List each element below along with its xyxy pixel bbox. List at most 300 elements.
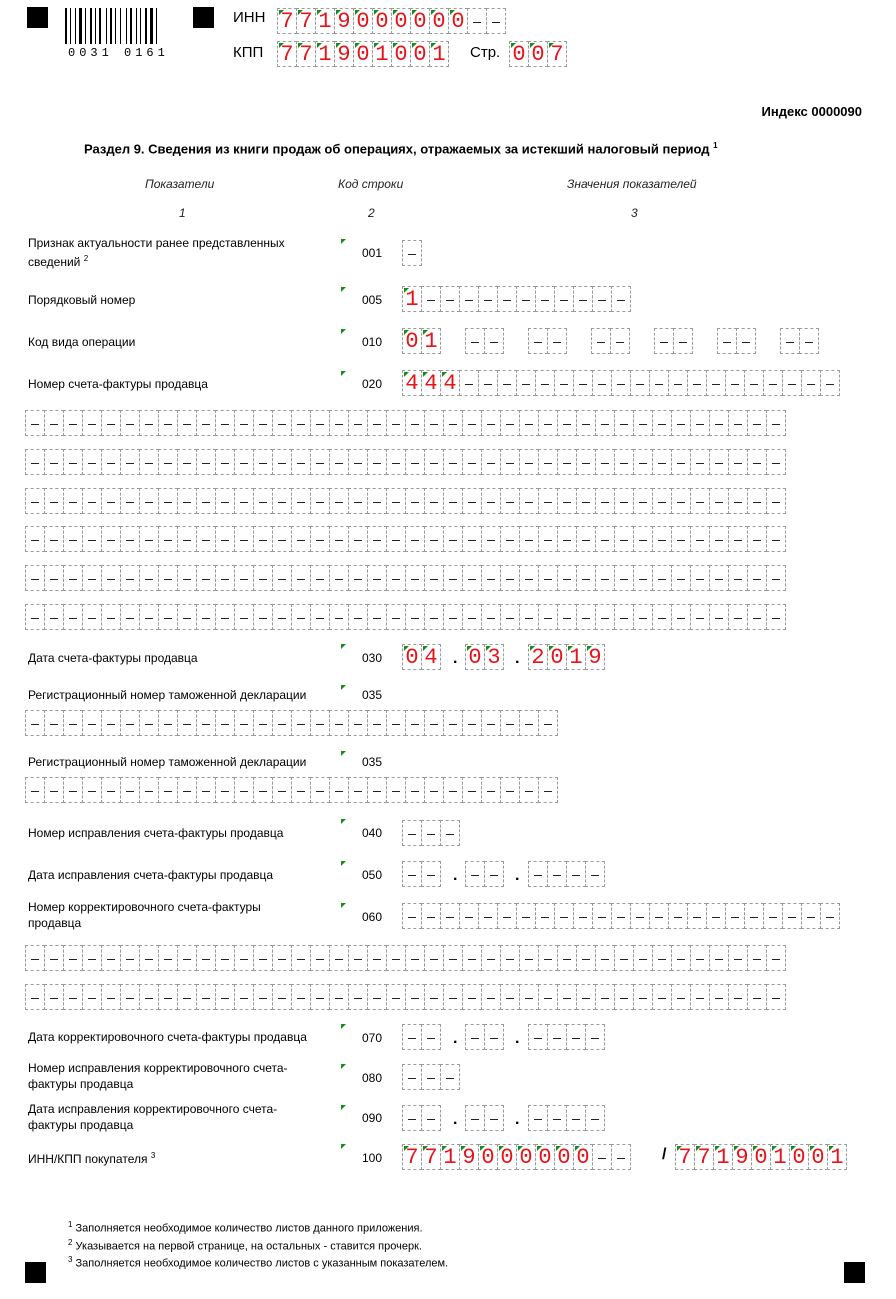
cell	[234, 945, 254, 971]
row-080-label: Номер исправления корректировочного счета-фактуры продавца	[28, 1061, 288, 1091]
cell: 7	[296, 8, 316, 34]
cell	[690, 604, 710, 630]
cell	[139, 565, 159, 591]
cell: 0	[528, 41, 548, 67]
cell	[82, 984, 102, 1010]
cell	[486, 8, 506, 34]
cell	[535, 286, 555, 312]
cell	[63, 449, 83, 475]
cell	[484, 861, 504, 887]
row-070-label: Дата корректировочного счета-фактуры продавца	[28, 1030, 307, 1044]
cell	[402, 1024, 422, 1050]
cell	[747, 945, 767, 971]
cell	[614, 565, 634, 591]
cell-group[interactable]	[781, 328, 819, 354]
cell	[386, 488, 406, 514]
cell-group[interactable]	[592, 328, 630, 354]
cell	[120, 604, 140, 630]
row-060-marker	[341, 903, 346, 908]
cell	[519, 984, 539, 1010]
cell: 7	[421, 1144, 441, 1170]
cell	[462, 984, 482, 1010]
row-030-label: Дата счета-фактуры продавца	[28, 651, 198, 665]
cell	[595, 945, 615, 971]
cell	[766, 526, 786, 552]
cell	[595, 449, 615, 475]
cell	[139, 984, 159, 1010]
cell	[595, 984, 615, 1010]
cell	[424, 488, 444, 514]
cell	[652, 984, 672, 1010]
cell	[478, 370, 498, 396]
row-030-marker	[341, 644, 346, 649]
field-040[interactable]	[403, 820, 460, 846]
corner-marker-top-left	[27, 7, 48, 28]
cell	[272, 449, 292, 475]
cell	[766, 984, 786, 1010]
cell	[421, 820, 441, 846]
cell	[500, 449, 520, 475]
cell	[538, 777, 558, 803]
cell	[367, 710, 387, 736]
cell	[139, 604, 159, 630]
cell	[652, 565, 672, 591]
section-title-footnote-mark: 1	[713, 141, 718, 150]
separator: .	[453, 650, 458, 667]
cell	[25, 565, 45, 591]
row-100-label: ИНН/КПП покупателя $^3$	[28, 1151, 156, 1166]
cell	[538, 526, 558, 552]
cell	[497, 286, 517, 312]
cell	[329, 945, 349, 971]
row-050-code: 050	[362, 868, 383, 882]
cell-group[interactable]	[26, 488, 786, 514]
cell	[497, 903, 517, 929]
cell	[440, 286, 460, 312]
cell	[158, 449, 178, 475]
footnote-1: $^1$ Заполняется необходимое количество листов данного приложения.	[68, 1220, 423, 1235]
cell: 2	[528, 644, 548, 670]
cell	[405, 449, 425, 475]
cell	[728, 984, 748, 1010]
cell	[633, 565, 653, 591]
cell	[481, 604, 501, 630]
cell	[291, 984, 311, 1010]
cell	[386, 710, 406, 736]
cell	[424, 410, 444, 436]
cell	[443, 488, 463, 514]
cell	[367, 565, 387, 591]
cell-group[interactable]	[466, 328, 504, 354]
cell	[215, 488, 235, 514]
row-050-label: Дата исправления счета-фактуры продавца	[28, 868, 274, 882]
cell	[687, 903, 707, 929]
cell: 1	[315, 41, 335, 67]
cell	[386, 449, 406, 475]
kpp-field[interactable]	[278, 41, 449, 67]
cell	[291, 449, 311, 475]
cell-group[interactable]	[529, 1105, 605, 1131]
field-010[interactable]	[403, 328, 441, 354]
cell	[614, 488, 634, 514]
cell: 0	[391, 8, 411, 34]
field-035b[interactable]	[26, 777, 558, 803]
field-005[interactable]	[403, 286, 631, 312]
cell: 4	[421, 370, 441, 396]
cell	[728, 449, 748, 475]
cell	[535, 903, 555, 929]
cell	[253, 526, 273, 552]
cell	[310, 526, 330, 552]
cell-group[interactable]	[718, 328, 756, 354]
cell	[348, 604, 368, 630]
cell	[44, 945, 64, 971]
cell: 1	[429, 41, 449, 67]
cell	[763, 370, 783, 396]
cell	[234, 565, 254, 591]
cell	[500, 710, 520, 736]
cell	[405, 488, 425, 514]
row-035a-label: Регистрационный номер таможенной декларации	[28, 688, 307, 702]
cell	[462, 526, 482, 552]
row-040-marker	[341, 819, 346, 824]
cell	[272, 488, 292, 514]
cell-group[interactable]	[529, 861, 605, 887]
cell	[557, 410, 577, 436]
cell	[516, 286, 536, 312]
cell	[421, 1064, 441, 1090]
cell	[329, 410, 349, 436]
cell	[177, 410, 197, 436]
cell-group[interactable]	[655, 328, 693, 354]
cell	[329, 565, 349, 591]
cell	[421, 861, 441, 887]
cell	[614, 984, 634, 1010]
inn-field[interactable]	[278, 8, 506, 34]
cell	[481, 710, 501, 736]
cell	[595, 526, 615, 552]
cell	[633, 945, 653, 971]
cell-group[interactable]	[26, 449, 786, 475]
cell	[272, 777, 292, 803]
cell	[234, 449, 254, 475]
cell-group[interactable]	[26, 565, 786, 591]
cell	[139, 410, 159, 436]
cell	[614, 945, 634, 971]
cell	[547, 328, 567, 354]
cell	[291, 710, 311, 736]
cell	[671, 984, 691, 1010]
cell-group[interactable]	[529, 644, 605, 670]
cell	[82, 488, 102, 514]
cell	[690, 488, 710, 514]
cell	[519, 488, 539, 514]
cell	[215, 777, 235, 803]
cell	[566, 1024, 586, 1050]
cell	[484, 1105, 504, 1131]
cell	[585, 1024, 605, 1050]
cell	[25, 449, 45, 475]
cell	[386, 945, 406, 971]
cell	[310, 488, 330, 514]
cell	[120, 710, 140, 736]
cell	[538, 488, 558, 514]
cell	[443, 526, 463, 552]
cell	[120, 984, 140, 1010]
cell	[386, 526, 406, 552]
cell-group[interactable]	[403, 861, 441, 887]
cell	[633, 488, 653, 514]
cell	[63, 777, 83, 803]
cell	[481, 449, 501, 475]
cell	[44, 777, 64, 803]
cell	[348, 410, 368, 436]
cell	[25, 526, 45, 552]
field-035a[interactable]	[26, 710, 558, 736]
cell	[82, 410, 102, 436]
row-001-label: Признак актуальности ранее представленных сведений $^2$	[28, 236, 285, 269]
cell: 9	[459, 1144, 479, 1170]
cell	[139, 526, 159, 552]
cell	[538, 710, 558, 736]
cell	[576, 488, 596, 514]
cell	[405, 984, 425, 1010]
cell: 0	[410, 8, 430, 34]
cell-group[interactable]	[466, 1024, 504, 1050]
cell	[576, 449, 596, 475]
cell	[215, 565, 235, 591]
cell-group[interactable]	[466, 861, 504, 887]
cell	[528, 1105, 548, 1131]
cell	[82, 777, 102, 803]
cell	[272, 710, 292, 736]
cell	[747, 410, 767, 436]
cell	[744, 370, 764, 396]
cell	[766, 565, 786, 591]
cell-group[interactable]	[466, 644, 504, 670]
cell	[348, 565, 368, 591]
cell	[595, 488, 615, 514]
row-080-marker	[341, 1064, 346, 1069]
cell	[405, 777, 425, 803]
field-020[interactable]	[403, 370, 840, 396]
cell	[519, 945, 539, 971]
cell	[443, 449, 463, 475]
cell	[291, 945, 311, 971]
cell	[177, 565, 197, 591]
cell	[101, 410, 121, 436]
column-header-indicators: Показатели	[145, 177, 215, 191]
field-080[interactable]	[403, 1064, 460, 1090]
row-090-marker	[341, 1105, 346, 1110]
cell	[709, 604, 729, 630]
cell-group[interactable]	[403, 1024, 441, 1050]
cell	[557, 565, 577, 591]
cell	[481, 526, 501, 552]
cell: 0	[372, 8, 392, 34]
cell	[82, 565, 102, 591]
row-001-code: 001	[362, 246, 383, 260]
cell: 1	[440, 1144, 460, 1170]
cell	[465, 1105, 485, 1131]
cell	[405, 604, 425, 630]
cell-group[interactable]	[26, 410, 786, 436]
cell	[272, 945, 292, 971]
cell: 3	[484, 644, 504, 670]
cell	[44, 984, 64, 1010]
cell: 0	[509, 41, 529, 67]
cell	[215, 945, 235, 971]
cell	[44, 604, 64, 630]
cell	[654, 328, 674, 354]
cell	[706, 903, 726, 929]
cell	[424, 777, 444, 803]
cell: 0	[547, 644, 567, 670]
cell-group[interactable]	[403, 644, 441, 670]
inn-label: ИНН	[233, 9, 266, 26]
cell	[484, 328, 504, 354]
cell	[538, 449, 558, 475]
cell	[101, 984, 121, 1010]
cell	[633, 449, 653, 475]
cell-group[interactable]	[403, 1105, 441, 1131]
cell-group[interactable]	[26, 526, 786, 552]
cell: 0	[353, 8, 373, 34]
cell	[291, 565, 311, 591]
cell	[177, 488, 197, 514]
cell	[462, 565, 482, 591]
cell	[291, 488, 311, 514]
cell	[44, 410, 64, 436]
cell	[576, 565, 596, 591]
cell	[557, 526, 577, 552]
cell	[592, 370, 612, 396]
cell	[538, 984, 558, 1010]
row-035a-code: 035	[362, 688, 383, 702]
row-040-code: 040	[362, 826, 383, 840]
cell: 4	[440, 370, 460, 396]
cell	[500, 777, 520, 803]
field-001[interactable]	[403, 240, 422, 266]
footnote-3: $^3$ Заполняется необходимое количество листов с указанным показателем.	[68, 1255, 449, 1270]
cell	[234, 410, 254, 436]
cell	[272, 526, 292, 552]
cell	[519, 777, 539, 803]
cell	[386, 984, 406, 1010]
cell-group[interactable]	[403, 1144, 631, 1170]
cell	[101, 488, 121, 514]
cell-group[interactable]	[676, 1144, 847, 1170]
cell	[101, 945, 121, 971]
cell	[386, 777, 406, 803]
cell	[215, 526, 235, 552]
row-035b-code: 035	[362, 755, 383, 769]
cell	[329, 488, 349, 514]
cell	[139, 449, 159, 475]
cell	[462, 410, 482, 436]
cell	[766, 410, 786, 436]
cell	[736, 328, 756, 354]
cell	[747, 526, 767, 552]
row-060-label: Номер корректировочного счета-фактуры продавца	[28, 900, 261, 930]
cell	[481, 984, 501, 1010]
cell	[465, 1024, 485, 1050]
cell	[728, 526, 748, 552]
cell	[538, 565, 558, 591]
cell	[595, 565, 615, 591]
cell	[329, 777, 349, 803]
cell	[215, 984, 235, 1010]
cell	[652, 488, 672, 514]
cell	[462, 777, 482, 803]
cell-group[interactable]	[529, 1024, 605, 1050]
cell-group[interactable]	[26, 604, 786, 630]
cell	[519, 526, 539, 552]
cell: 1	[827, 1144, 847, 1170]
cell	[557, 984, 577, 1010]
cell	[538, 945, 558, 971]
cell	[671, 526, 691, 552]
cell	[25, 410, 45, 436]
cell	[728, 565, 748, 591]
row-020-label: Номер счета-фактуры продавца	[28, 377, 208, 391]
cell	[120, 526, 140, 552]
cell	[630, 370, 650, 396]
cell	[405, 710, 425, 736]
cell-group[interactable]	[26, 945, 786, 971]
cell-group[interactable]	[529, 328, 567, 354]
cell	[709, 984, 729, 1010]
cell	[747, 449, 767, 475]
row-001-marker	[341, 239, 346, 244]
cell	[728, 410, 748, 436]
cell	[744, 903, 764, 929]
cell: 0	[535, 1144, 555, 1170]
cell-group[interactable]	[466, 1105, 504, 1131]
cell	[576, 604, 596, 630]
cell	[614, 526, 634, 552]
cell	[310, 565, 330, 591]
cell	[291, 526, 311, 552]
cell	[516, 370, 536, 396]
page-number-field[interactable]	[510, 41, 567, 67]
cell	[101, 565, 121, 591]
row-100-marker	[341, 1144, 346, 1149]
cell	[63, 945, 83, 971]
cell	[234, 488, 254, 514]
cell	[576, 945, 596, 971]
field-060[interactable]	[403, 903, 840, 929]
cell	[63, 565, 83, 591]
form-index: Индекс 0000090	[761, 104, 862, 119]
cell	[196, 526, 216, 552]
cell	[554, 903, 574, 929]
cell	[557, 449, 577, 475]
cell	[402, 240, 422, 266]
row-010-marker	[341, 329, 346, 334]
cell	[421, 286, 441, 312]
cell: 0	[391, 41, 411, 67]
cell: 0	[402, 328, 422, 354]
cell	[310, 710, 330, 736]
cell: 0	[497, 1144, 517, 1170]
cell	[44, 565, 64, 591]
cell	[367, 488, 387, 514]
cell	[467, 8, 487, 34]
cell	[614, 449, 634, 475]
cell-group[interactable]	[26, 984, 786, 1010]
cell	[547, 1024, 567, 1050]
